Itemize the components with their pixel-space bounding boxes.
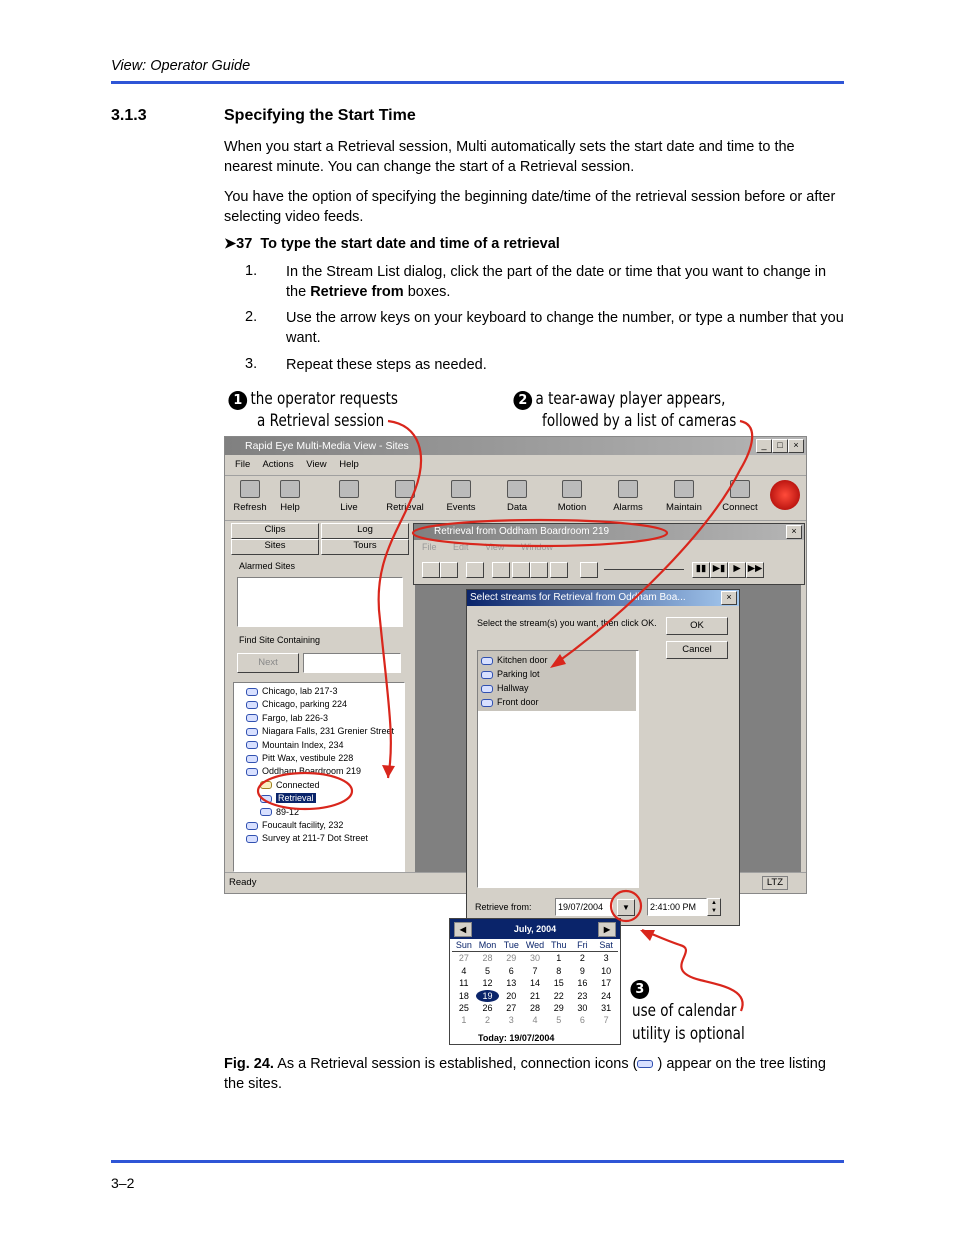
tree-item[interactable]: Retrieval <box>246 792 394 805</box>
calendar-day[interactable]: 1 <box>556 953 562 964</box>
close-button[interactable]: × <box>788 439 804 453</box>
player-menu-window[interactable]: Window <box>520 542 553 552</box>
player-title: Retrieval from Oddham Boardroom 219 <box>434 526 610 537</box>
tree-item[interactable]: Foucault facility, 232 <box>246 819 394 832</box>
tree-item[interactable]: Survey at 211-7 Dot Street <box>246 832 394 845</box>
footer-rule <box>111 1160 844 1163</box>
procedure-marker: ➤37 <box>224 236 253 252</box>
maximize-button[interactable]: □ <box>772 439 788 453</box>
retrieve-date-field[interactable]: 19/07/2004 <box>555 898 613 916</box>
data-button[interactable]: Data <box>492 480 542 513</box>
next-month-button[interactable]: ▶ <box>598 922 616 937</box>
fast-forward-icon[interactable]: ▶▶ <box>746 562 764 578</box>
menu-file[interactable]: File <box>235 459 251 470</box>
stream-item[interactable]: Front door <box>478 695 636 709</box>
calendar-day[interactable]: 8 <box>556 965 562 976</box>
section-number: 3.1.3 <box>111 107 147 124</box>
annotation-arrowhead-1 <box>382 765 395 778</box>
pause-icon[interactable]: ▮▮ <box>692 562 710 578</box>
calendar-day[interactable]: 30 <box>577 1002 588 1013</box>
calendar-day[interactable]: 3 <box>603 953 609 964</box>
step-number-3: 3. <box>245 356 258 372</box>
calendar-day[interactable]: 26 <box>482 1002 493 1013</box>
play-icon[interactable]: ▶ <box>728 562 746 578</box>
annotation-arrow-1 <box>379 421 421 778</box>
calendar-day[interactable]: 24 <box>601 990 612 1001</box>
callout-number-3: 3 <box>630 980 649 999</box>
tree-item[interactable]: Connected <box>246 779 394 792</box>
status-timezone: LTZ <box>762 876 788 890</box>
annotation-circle-dropdown <box>611 891 641 921</box>
annotation-arrow-2 <box>555 421 752 664</box>
player-menu-file[interactable]: File <box>422 542 437 552</box>
tree-item[interactable]: Mountain Index, 234 <box>246 739 394 752</box>
retrieve-time-field[interactable]: 2:41:00 PM <box>647 898 707 916</box>
calendar-day[interactable]: 1 <box>461 1015 467 1026</box>
calendar-day[interactable]: 4 <box>461 965 467 976</box>
calendar-day[interactable]: 16 <box>577 978 588 989</box>
calendar-today[interactable]: Today: 19/07/2004 <box>478 1033 555 1043</box>
callout-1: 1 the operator requests a Retrieval session <box>230 388 398 431</box>
calendar-day[interactable]: 15 <box>553 978 564 989</box>
calendar-day[interactable]: 6 <box>508 965 514 976</box>
tree-item[interactable]: 89-12 <box>246 806 394 819</box>
calendar-day[interactable]: 28 <box>482 953 493 964</box>
calendar-dow: Thu <box>547 939 571 952</box>
calendar-day[interactable]: 29 <box>506 953 517 964</box>
figure-caption: Fig. 24. As a Retrieval session is established, connection icons ( ) appear on the tree listing the sites. <box>224 1056 826 1092</box>
calendar-day[interactable]: 12 <box>482 978 493 989</box>
dialog-title: Select streams for Retrieval from Oddham Boa... <box>470 592 686 603</box>
calendar-day[interactable]: 10 <box>601 965 612 976</box>
tree-item[interactable]: Chicago, lab 217-3 <box>246 685 394 698</box>
calendar-dow: Tue <box>499 939 523 952</box>
annotation-circle-retrieval <box>258 773 352 809</box>
alarms-button[interactable]: Alarms <box>603 480 653 513</box>
tree-item[interactable]: Chicago, parking 224 <box>246 698 394 711</box>
retrieval-button[interactable]: Retrieval <box>380 480 430 513</box>
stream-item[interactable]: Parking lot <box>478 667 636 681</box>
stream-item[interactable]: Kitchen door <box>478 653 636 667</box>
step-text-3: Repeat these steps as needed. <box>286 357 487 373</box>
player-menu-edit[interactable]: Edit <box>453 542 469 552</box>
calendar-day[interactable]: 2 <box>485 1015 491 1026</box>
connection-icon <box>637 1060 653 1068</box>
callout-2: 2 a tear-away player appears, followed by a list of cameras <box>515 388 736 431</box>
callout-number-2: 2 <box>513 391 532 410</box>
step-forward-icon[interactable]: ▶▮ <box>710 562 728 578</box>
minimize-button[interactable]: _ <box>756 439 772 453</box>
maintain-button[interactable]: Maintain <box>659 480 709 513</box>
calendar-day[interactable]: 3 <box>508 1015 514 1026</box>
callout-number-1: 1 <box>228 391 247 410</box>
calendar-day[interactable]: 31 <box>601 1002 612 1013</box>
stream-item[interactable]: Hallway <box>478 681 636 695</box>
calendar-dow: Sun <box>452 939 476 952</box>
help-button[interactable]: Help <box>265 480 315 513</box>
calendar-dow: Fri <box>571 939 595 952</box>
calendar-day[interactable]: 29 <box>553 1002 564 1013</box>
tree-item[interactable]: Niagara Falls, 231 Grenier Street <box>246 725 394 738</box>
chevron-down-icon: ▼ <box>622 903 630 912</box>
connect-button[interactable]: Connect <box>715 480 765 513</box>
calendar-day[interactable]: 9 <box>579 965 585 976</box>
live-button[interactable]: Live <box>324 480 374 513</box>
cancel-button[interactable]: Cancel <box>666 641 728 659</box>
next-button[interactable]: Next <box>237 653 299 673</box>
step-number-1: 1. <box>245 263 258 279</box>
intro-paragraph-2: You have the option of specifying the beginning date/time of the retrieval session before or after selecting video feeds. <box>224 189 836 225</box>
calendar-day[interactable]: 19 <box>476 990 500 1002</box>
step-number-2: 2. <box>245 309 258 325</box>
find-site-label: Find Site Containing <box>239 635 321 645</box>
events-button[interactable]: Events <box>436 480 486 513</box>
calendar-day[interactable]: 17 <box>601 978 612 989</box>
annotation-arrowhead-2 <box>550 654 566 668</box>
tab-clips[interactable]: Clips <box>231 523 319 539</box>
annotation-circle-player-title <box>413 520 667 546</box>
tab-sites[interactable]: Sites <box>231 539 319 555</box>
menu-view[interactable]: View <box>306 459 327 470</box>
calendar-dow: Wed <box>523 939 547 952</box>
calendar-day[interactable]: 23 <box>577 990 588 1001</box>
tab-tours[interactable]: Tours <box>321 539 409 555</box>
refresh-button[interactable]: Refresh <box>225 480 275 513</box>
calendar-dow: Sat <box>594 939 618 952</box>
dialog-prompt: Select the stream(s) you want, then click OK. <box>477 618 657 628</box>
calendar-day[interactable]: 27 <box>458 953 469 964</box>
calendar-day[interactable]: 11 <box>459 978 469 989</box>
intro-paragraph-1: When you start a Retrieval session, Multi automatically sets the start date and time to the nearest minute. You can change the start of a Retrieval session. <box>224 139 795 175</box>
calendar-day[interactable]: 7 <box>603 1015 609 1026</box>
calendar-day[interactable]: 13 <box>506 978 517 989</box>
calendar-day[interactable]: 30 <box>529 953 540 964</box>
page-number: 3–2 <box>111 1175 135 1191</box>
status-text: Ready <box>229 877 257 888</box>
calendar-day[interactable]: 5 <box>556 1015 562 1026</box>
retrieve-from-label: Retrieve from: <box>475 902 532 912</box>
calendar-dow: Mon <box>476 939 500 952</box>
motion-button[interactable]: Motion <box>547 480 597 513</box>
calendar-day[interactable]: 2 <box>579 953 585 964</box>
calendar-day[interactable]: 18 <box>458 990 469 1001</box>
menu-actions[interactable]: Actions <box>262 459 294 470</box>
calendar-day[interactable]: 20 <box>506 990 517 1001</box>
step-text-1: In the Stream List dialog, click the part of the date or time that you want to change in the Retrieve from boxes. <box>286 264 827 300</box>
calendar-day[interactable]: 27 <box>506 1002 517 1013</box>
tree-item[interactable]: Pitt Wax, vestibule 228 <box>246 752 394 765</box>
procedure-title: To type the start date and time of a retrieval <box>260 236 560 252</box>
ok-button[interactable]: OK <box>666 617 728 635</box>
player-menu-view[interactable]: View <box>485 542 505 552</box>
tree-item[interactable]: Oddham Boardroom 219 <box>246 765 394 778</box>
calendar-month: July, 2004 <box>513 924 557 934</box>
running-header: View: Operator Guide <box>111 58 251 74</box>
calendar-day[interactable]: 22 <box>553 990 564 1001</box>
tree-item[interactable]: Fargo, lab 226-3 <box>246 712 394 725</box>
previous-month-button[interactable]: ◀ <box>454 922 472 937</box>
section-title: Specifying the Start Time <box>224 107 416 124</box>
calendar-day[interactable]: 14 <box>529 978 540 989</box>
tab-log[interactable]: Log <box>321 523 409 539</box>
calendar-day[interactable]: 25 <box>458 1002 469 1013</box>
app-title: Rapid Eye Multi-Media View - Sites <box>245 440 409 452</box>
dialog-close-button[interactable]: × <box>721 591 737 605</box>
calendar-day[interactable]: 28 <box>529 1002 540 1013</box>
calendar-day[interactable]: 21 <box>529 990 540 1001</box>
calendar-day[interactable]: 4 <box>532 1015 538 1026</box>
callout-3: 3 use of calendar utility is optional <box>632 982 745 1043</box>
figure-label: Fig. 24. <box>224 1056 274 1072</box>
calendar-day[interactable]: 7 <box>532 965 538 976</box>
player-close-button[interactable]: × <box>786 525 802 539</box>
calendar-day[interactable]: 5 <box>485 965 491 976</box>
calendar-day[interactable]: 6 <box>579 1015 585 1026</box>
menu-help[interactable]: Help <box>339 459 359 470</box>
alarmed-sites-label: Alarmed Sites <box>239 561 296 571</box>
time-spinner[interactable]: ▲ ▼ <box>707 898 721 916</box>
step-text-2: Use the arrow keys on your keyboard to change the number, or type a number that you want. <box>286 310 844 346</box>
annotation-arrow-3 <box>642 930 743 1011</box>
